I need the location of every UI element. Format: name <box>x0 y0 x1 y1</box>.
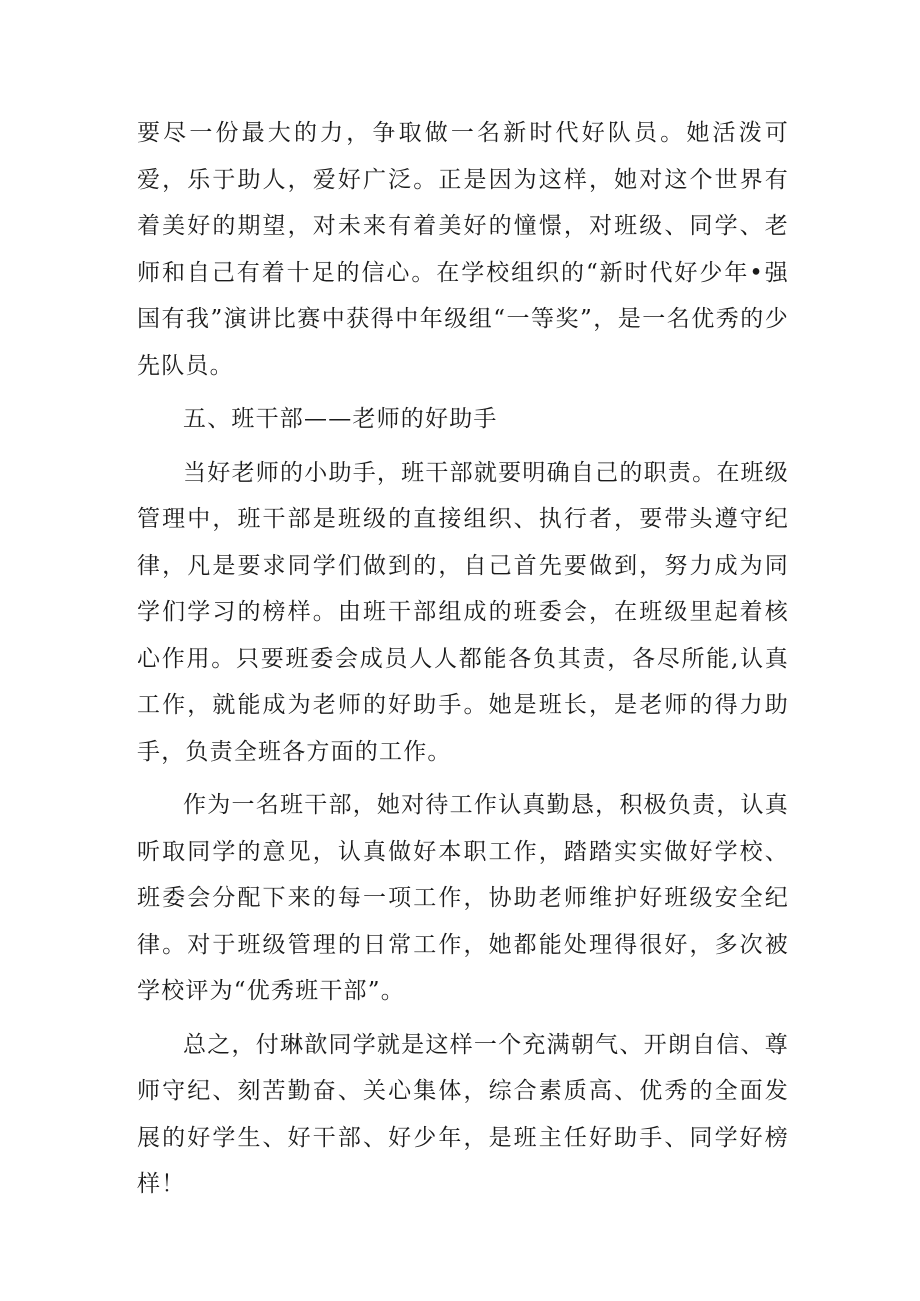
paragraph-continuation: 要尽一份最大的力，争取做一名新时代好队员。她活泼可爱，乐于助人，爱好广泛。正是因为这样，她对这个世界有着美好的期望，对未来有着美好的憧憬，对班级、同学、老师和自己有着十足的信心。在学校组织的“新时代好少年•强国有我”演讲比赛中获得中年级组“一等奖”，是一名优秀的少先队员。 <box>137 120 789 379</box>
paragraph-cadre-duties: 当好老师的小助手，班干部就要明确自己的职责。在班级管理中，班干部是班级的直接组织、执行者，要带头遵守纪律，凡是要求同学们做到的，自己首先要做到，努力成为同学们学习的榜样。由班干部组成的班委会，在班级里起着核心作用。只要班委会成员人人都能各负其责，各尽所能,认真工作，就能成为老师的好助手。她是班长，是老师的得力助手，负责全班各方面的工作。 <box>137 459 789 765</box>
document-body <box>137 110 789 1215</box>
paragraph-summary: 总之，付琳歆同学就是这样一个充满朝气、开朗自信、尊师守纪、刻苦勤奋、关心集体，综合素质高、优秀的全面发展的好学生、好干部、好少年，是班主任好助手、同学好榜样！ <box>137 1031 789 1197</box>
section-heading-class-cadre: 五、班干部——老师的好助手 <box>183 406 498 432</box>
paragraph-cadre-work: 作为一名班干部，她对待工作认真勤恳，积极负责，认真听取同学的意见，认真做好本职工作，踏踏实实做好学校、班委会分配下来的每一项工作，协助老师维护好班级安全纪律。对于班级管理的日常工作，她都能处理得很好，多次被学校评为“优秀班干部”。 <box>137 792 789 1004</box>
